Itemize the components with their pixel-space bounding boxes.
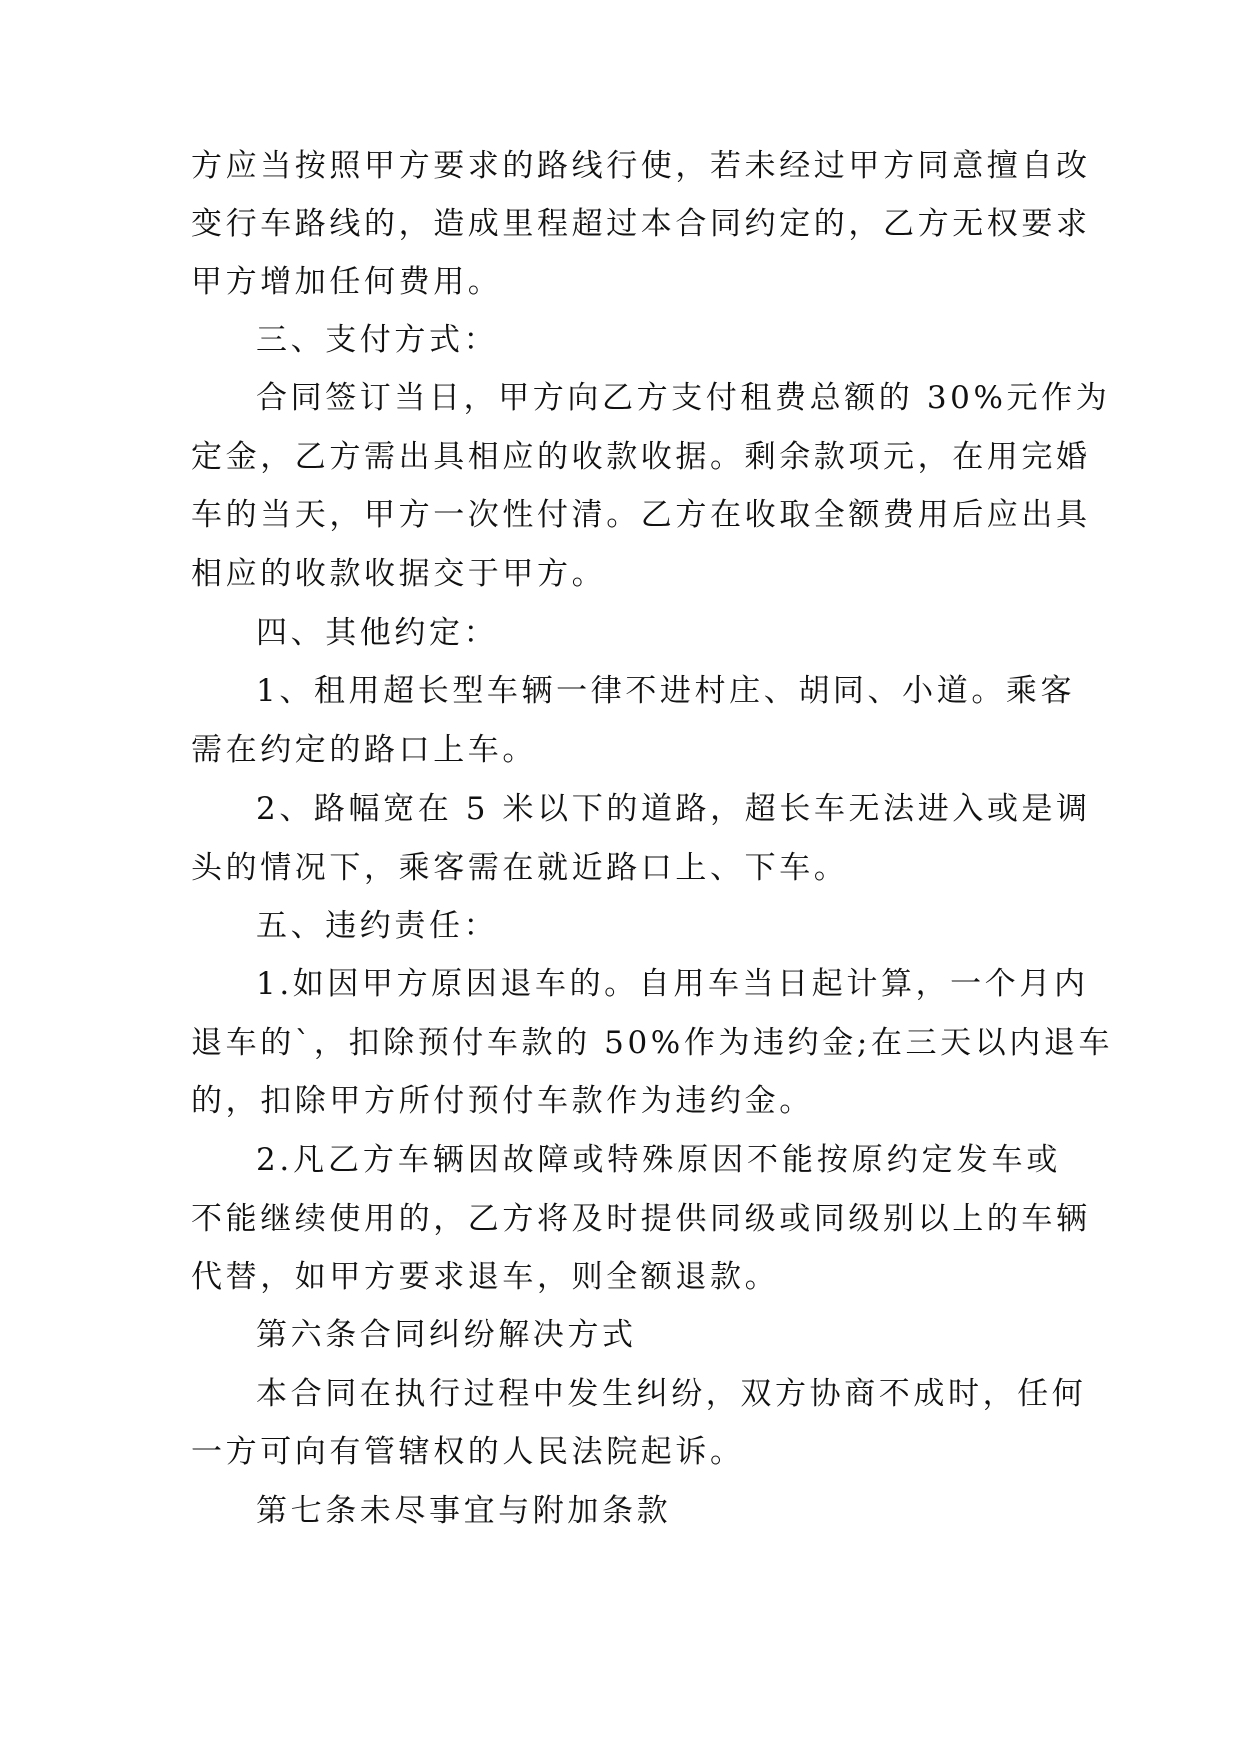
text-line: 2、路幅宽在 5 米以下的道路，超长车无法进入或是调 [256,791,1091,827]
text-line: 变行车路线的，造成里程超过本合同约定的，乙方无权要求 [191,206,1091,242]
text-line: 代替，如甲方要求退车，则全额退款。 [191,1259,780,1295]
text-line: 一方可向有管辖权的人民法院起诉。 [191,1434,745,1470]
text-line: 方应当按照甲方要求的路线行使，若未经过甲方同意擅自改 [191,148,1091,184]
text-line: 本合同在执行过程中发生纠纷，双方协商不成时，任何 [256,1376,1087,1412]
section-heading: 四、其他约定： [256,615,499,651]
text-line: 2.凡乙方车辆因故障或特殊原因不能按原约定发车或 [256,1142,1061,1178]
text-line: 的，扣除甲方所付预付车款作为违约金。 [191,1083,814,1119]
text-line: 需在约定的路口上车。 [191,732,537,768]
text-line: 1、租用超长型车辆一律不进村庄、胡同、小道。乘客 [256,673,1076,709]
text-line: 头的情况下，乘客需在就近路口上、下车。 [191,850,849,886]
section-heading: 五、违约责任： [256,908,499,944]
text-line: 相应的收款收据交于甲方。 [191,556,607,592]
text-line: 不能继续使用的，乙方将及时提供同级或同级别以上的车辆 [191,1201,1091,1237]
text-line: 甲方增加任何费用。 [191,264,503,300]
section-heading: 三、支付方式： [256,322,499,358]
text-line: 1.如因甲方原因退车的。自用车当日起计算，一个月内 [256,966,1089,1002]
text-line: 退车的`，扣除预付车款的 50%作为违约金;在三天以内退车 [191,1025,1114,1061]
text-line: 车的当天，甲方一次性付清。乙方在收取全额费用后应出具 [191,497,1091,533]
section-heading: 第七条未尽事宜与附加条款 [256,1493,672,1529]
section-heading: 第六条合同纠纷解决方式 [256,1317,637,1353]
text-line: 合同签订当日，甲方向乙方支付租费总额的 30%元作为 [256,380,1111,416]
text-line: 定金，乙方需出具相应的收款收据。剩余款项元，在用完婚 [191,439,1091,475]
